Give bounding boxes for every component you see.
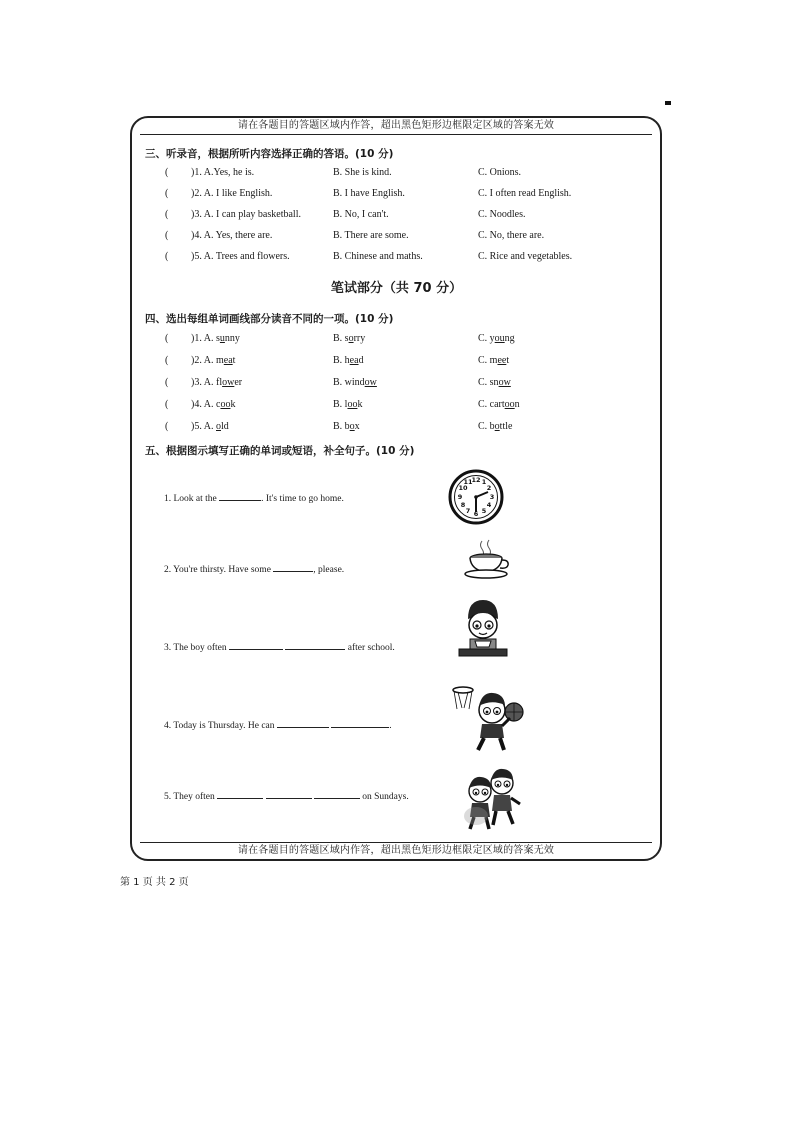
- answer-paren[interactable]: (: [165, 333, 169, 344]
- clock-icon: [447, 468, 505, 526]
- option-c: C. I often read English.: [478, 188, 572, 199]
- answer-paren[interactable]: (: [165, 377, 169, 388]
- section4-title: 四、选出每组单词画线部分读音不同的一项。(10 分): [145, 313, 394, 325]
- clock-number: 4: [486, 501, 492, 509]
- option-a: )2. A. I like English.: [191, 188, 273, 199]
- listening-item-4: [165, 230, 625, 244]
- option-b: B. sorry: [333, 333, 366, 344]
- listening-item-5: [165, 251, 625, 265]
- option-c: C. Noodles.: [478, 209, 526, 220]
- answer-paren[interactable]: (: [165, 230, 169, 241]
- tea-cup-icon: [462, 538, 510, 580]
- answer-blank[interactable]: [219, 491, 261, 501]
- clock-number: 6: [473, 510, 479, 518]
- clock-number: 2: [486, 484, 492, 492]
- fill-question-1: 1. Look at the . It's time to go home.: [164, 491, 344, 504]
- option-c: C. meet: [478, 355, 510, 366]
- answer-blank[interactable]: [229, 640, 283, 650]
- answer-paren[interactable]: (: [165, 251, 169, 262]
- option-a: )1. A. sunny: [191, 333, 240, 344]
- phonics-item-4: [165, 399, 625, 413]
- option-a: )5. A. Trees and flowers.: [191, 251, 290, 262]
- clock-number: 5: [481, 507, 487, 515]
- fill-question-4: 4. Today is Thursday. He can .: [164, 718, 392, 731]
- boy-playing-basketball-icon: [450, 684, 526, 756]
- answer-paren[interactable]: (: [165, 209, 169, 220]
- answer-blank[interactable]: [273, 562, 313, 572]
- listening-item-2: [165, 188, 625, 202]
- fill-question-5: 5. They often on Sundays.: [164, 789, 409, 802]
- listening-item-3: [165, 209, 625, 223]
- answer-paren[interactable]: (: [165, 167, 169, 178]
- top-notice: 请在各题目的答题区域内作答，超出黑色矩形边框限定区域的答案无效: [140, 118, 652, 135]
- option-a: )4. A. cook: [191, 399, 236, 410]
- phonics-item-5: [165, 421, 625, 435]
- fill-question-3: 3. The boy often after school.: [164, 640, 395, 653]
- answer-paren[interactable]: (: [165, 355, 169, 366]
- answer-blank[interactable]: [266, 789, 312, 799]
- option-c: C. No, there are.: [478, 230, 545, 241]
- corner-mark: [665, 101, 671, 105]
- section3-title: 三、听录音，根据所听内容选择正确的答语。(10 分): [145, 148, 394, 160]
- answer-blank[interactable]: [331, 718, 389, 728]
- answer-sheet-frame: [130, 116, 662, 861]
- clock-number: 12: [471, 476, 481, 484]
- option-b: B. I have English.: [333, 188, 405, 199]
- option-a: )3. A. I can play basketball.: [191, 209, 301, 220]
- clock-number: 7: [465, 507, 471, 515]
- option-b: B. No, I can't.: [333, 209, 389, 220]
- clock-number: 10: [458, 484, 468, 492]
- clock-number: 11: [463, 478, 473, 486]
- option-a: )2. A. meat: [191, 355, 236, 366]
- answer-paren[interactable]: (: [165, 399, 169, 410]
- written-part-title: 笔试部分（共 70 分）: [330, 281, 463, 296]
- phonics-item-1: [165, 333, 625, 347]
- answer-blank[interactable]: [277, 718, 329, 728]
- answer-blank[interactable]: [314, 789, 360, 799]
- option-c: C. bottle: [478, 421, 513, 432]
- phonics-item-2: [165, 355, 625, 369]
- option-b: B. look: [333, 399, 363, 410]
- phonics-item-3: [165, 377, 625, 391]
- section5-title: 五、根据图示填写正确的单词或短语，补全句子。(10 分): [145, 445, 415, 457]
- option-c: C. Onions.: [478, 167, 522, 178]
- option-b: B. She is kind.: [333, 167, 392, 178]
- option-c: C. snow: [478, 377, 511, 388]
- option-a: )3. A. flower: [191, 377, 243, 388]
- clock-number: 1: [481, 478, 487, 486]
- option-b: B. window: [333, 377, 377, 388]
- option-b: B. head: [333, 355, 364, 366]
- clock-number: 8: [460, 501, 466, 509]
- page-footer: 第 1 页 共 2 页: [120, 877, 189, 888]
- clock-number: 9: [457, 493, 463, 501]
- boy-reading-icon: [456, 597, 510, 659]
- option-a: )4. A. Yes, there are.: [191, 230, 273, 241]
- option-a: )1. A.Yes, he is.: [191, 167, 255, 178]
- answer-paren[interactable]: (: [165, 421, 169, 432]
- option-b: B. box: [333, 421, 360, 432]
- option-c: C. young: [478, 333, 515, 344]
- option-b: B. Chinese and maths.: [333, 251, 423, 262]
- answer-blank[interactable]: [217, 789, 263, 799]
- answer-paren[interactable]: (: [165, 188, 169, 199]
- option-b: B. There are some.: [333, 230, 409, 241]
- two-boys-running-icon: [458, 766, 528, 832]
- option-c: C. Rice and vegetables.: [478, 251, 573, 262]
- listening-item-1: [165, 167, 625, 181]
- option-a: )5. A. old: [191, 421, 229, 432]
- option-c: C. cartoon: [478, 399, 520, 410]
- answer-blank[interactable]: [285, 640, 345, 650]
- bottom-notice: 请在各题目的答题区域内作答，超出黑色矩形边框限定区域的答案无效: [140, 842, 652, 859]
- fill-question-2: 2. You're thirsty. Have some , please.: [164, 562, 344, 575]
- clock-number: 3: [489, 493, 495, 501]
